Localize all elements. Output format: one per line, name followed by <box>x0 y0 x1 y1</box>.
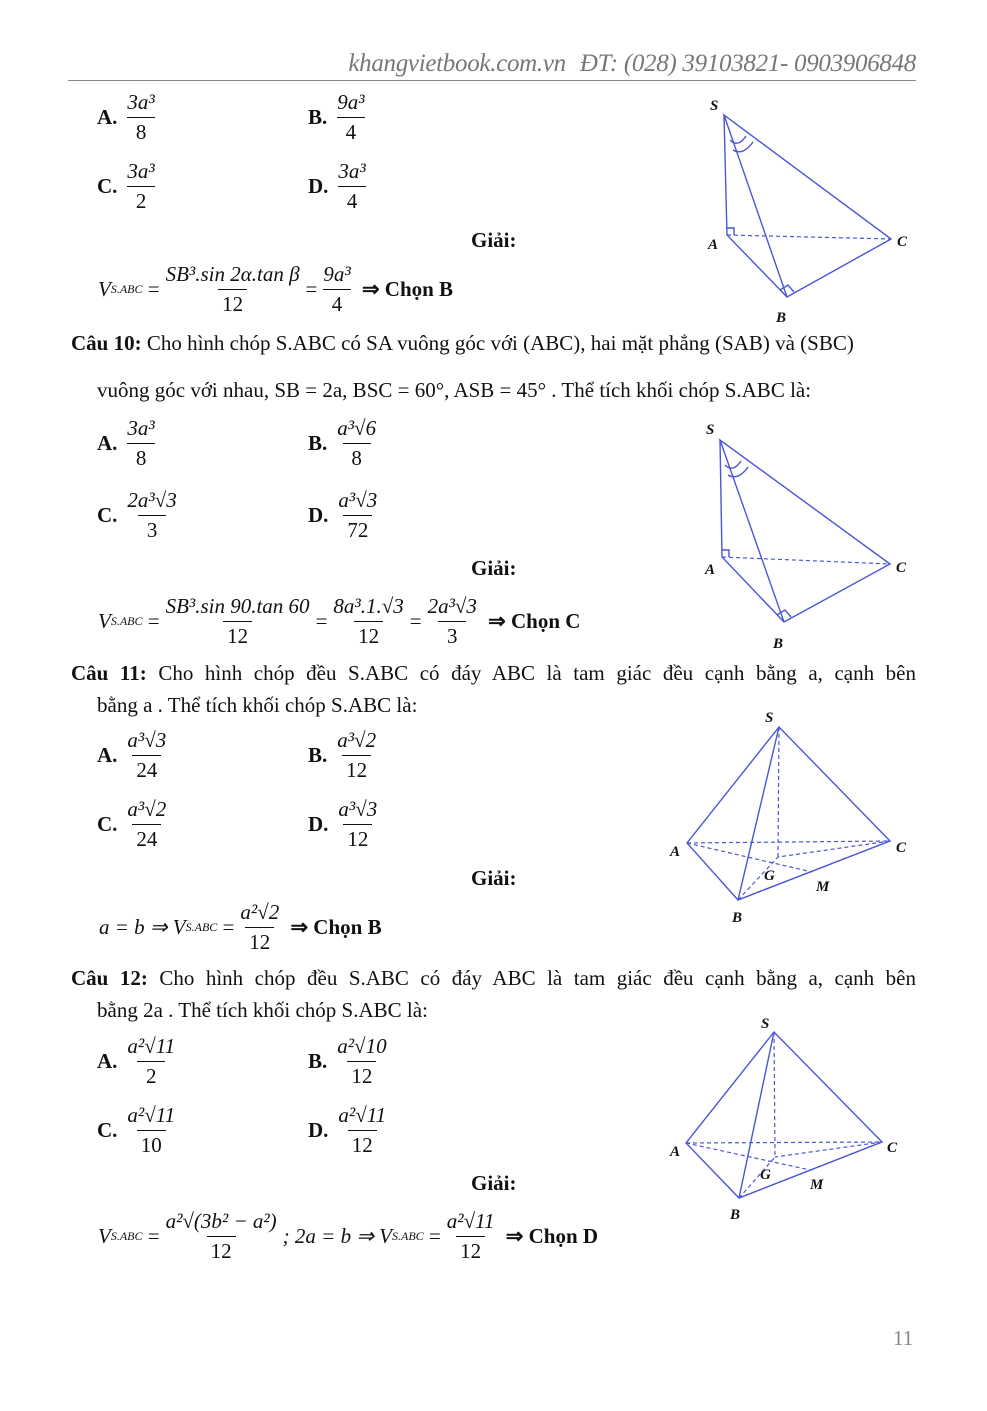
label-g: G <box>760 1167 771 1183</box>
numerator: 8a³.1.√3 <box>333 594 404 618</box>
denominator: 8 <box>127 117 155 145</box>
q9-solution-label: Giải: <box>471 228 517 252</box>
numerator: 3a³ <box>127 159 155 183</box>
q12-line2: bằng 2a . Thể tích khối chóp S.ABC là: <box>97 998 428 1022</box>
denominator: 24 <box>132 755 161 783</box>
denominator: 12 <box>223 621 252 649</box>
q11-solution-label: Giải: <box>471 866 517 890</box>
label-b: B <box>776 310 787 326</box>
numerator: 2a³√3 <box>427 594 477 618</box>
header-site: khangvietbook.com.vn <box>348 50 566 77</box>
numerator: a²√11 <box>127 1034 176 1058</box>
denominator: 24 <box>132 824 161 852</box>
sol-eq: = <box>428 1224 441 1248</box>
denominator: 8 <box>127 443 155 471</box>
numerator: a³√3 <box>338 488 378 512</box>
label-g: G <box>764 868 775 884</box>
sol-mid: ; 2a = b ⇒ V <box>282 1224 393 1248</box>
label-s: S <box>761 1016 770 1032</box>
sol-v: V <box>98 277 111 301</box>
sol-eq: = <box>305 277 318 301</box>
denominator: 3 <box>138 515 166 543</box>
sol-v: V <box>98 609 111 633</box>
q12-text1: Cho hình chóp đều S.ABC có đáy ABC là tam giác đều cạnh bằng a, cạnh bên <box>159 966 916 990</box>
option-letter: A. <box>97 1049 118 1073</box>
label-a: A <box>708 237 719 253</box>
sol-eq: = <box>147 609 160 633</box>
denominator: 2 <box>137 1061 165 1089</box>
numerator: a³√6 <box>337 416 377 440</box>
denominator: 12 <box>218 289 247 317</box>
option-letter: C. <box>97 503 118 527</box>
denominator: 12 <box>342 755 371 783</box>
sol-sub: S.ABC <box>185 920 218 934</box>
figure-regular-pyramid-1 <box>669 710 907 926</box>
denominator: 4 <box>338 186 366 214</box>
denominator: 12 <box>354 621 383 649</box>
denominator: 8 <box>343 443 371 471</box>
denominator: 2 <box>127 186 155 214</box>
sol-sub: S.ABC <box>110 614 143 628</box>
numerator: 2a³√3 <box>127 488 177 512</box>
option-letter: A. <box>97 431 118 455</box>
q10-line2: vuông góc với nhau, SB = 2a, BSC = 60°, ASB = 45° . Thể tích khối chóp S.ABC là: <box>97 378 812 402</box>
denominator: 12 <box>245 927 274 955</box>
numerator: a²√11 <box>446 1209 495 1233</box>
label-m: M <box>810 1177 824 1193</box>
numerator: a³√2 <box>337 728 377 752</box>
sol-sub: S.ABC <box>110 282 143 296</box>
option-letter: C. <box>97 812 118 836</box>
page-number: 11 <box>893 1326 914 1350</box>
numerator: a²√(3b² − a²) <box>165 1209 277 1233</box>
label-s: S <box>706 422 715 438</box>
sol-v: V <box>98 1224 111 1248</box>
numerator: 3a³ <box>338 159 366 183</box>
q12-label: Câu 12: <box>71 966 148 990</box>
q10-text1: Cho hình chóp S.ABC có SA vuông góc với (ABC), hai mặt phẳng (SAB) và (SBC) <box>146 331 854 355</box>
option-letter: C. <box>97 1118 118 1142</box>
denominator: 4 <box>337 117 365 145</box>
denominator: 12 <box>347 1061 376 1089</box>
q10-label: Câu 10: <box>71 331 142 355</box>
option-letter: D. <box>308 503 329 527</box>
label-b: B <box>732 910 743 926</box>
label-a: A <box>670 1144 681 1160</box>
denominator: 10 <box>137 1130 166 1158</box>
sol-result: ⇒ Chọn C <box>488 609 581 633</box>
option-letter: B. <box>308 105 328 129</box>
option-letter: B. <box>308 431 328 455</box>
label-s: S <box>710 98 719 114</box>
q10-solution-label: Giải: <box>471 556 517 580</box>
sol-sub: S.ABC <box>392 1229 424 1243</box>
numerator: 9a³ <box>323 262 351 286</box>
q11-text1: Cho hình chóp đều S.ABC có đáy ABC là tam giác đều cạnh bằng a, cạnh bên <box>158 661 916 685</box>
label-c: C <box>896 560 907 576</box>
denominator: 12 <box>343 824 372 852</box>
numerator: a³√3 <box>338 797 378 821</box>
numerator: SB³.sin 90.tan 60 <box>165 594 310 618</box>
sol-eq: = <box>147 1224 160 1248</box>
numerator: a³√3 <box>127 728 167 752</box>
label-c: C <box>896 840 907 856</box>
option-letter: A. <box>97 743 118 767</box>
q12-solution-label: Giải: <box>471 1171 517 1195</box>
option-letter: C. <box>97 174 118 198</box>
denominator: 72 <box>343 515 372 543</box>
label-a: A <box>705 562 716 578</box>
option-letter: D. <box>308 1118 329 1142</box>
denominator: 12 <box>207 1236 236 1264</box>
header-phone: ĐT: (028) 39103821- 0903906848 <box>579 50 916 77</box>
sol-eq: = <box>147 277 160 301</box>
label-c: C <box>897 234 908 250</box>
sol-sub: S.ABC <box>110 1229 143 1243</box>
option-letter: B. <box>308 1049 328 1073</box>
numerator: a²√10 <box>337 1034 387 1058</box>
option-letter: A. <box>97 105 118 129</box>
sol-result: ⇒ Chọn B <box>290 915 382 939</box>
numerator: 9a³ <box>337 90 365 114</box>
figure-right-pyramid-1 <box>707 98 908 326</box>
figure-right-pyramid-2 <box>704 422 907 652</box>
sol-pre: a = b ⇒ V <box>99 915 186 939</box>
numerator: a²√11 <box>338 1103 387 1127</box>
numerator: a²√11 <box>127 1103 176 1127</box>
label-b: B <box>773 636 784 652</box>
numerator: SB³.sin 2α.tan β <box>165 262 300 286</box>
option-letter: D. <box>308 174 329 198</box>
q11-label: Câu 11: <box>71 661 147 685</box>
label-s: S <box>765 710 774 726</box>
option-letter: D. <box>308 812 329 836</box>
denominator: 12 <box>348 1130 377 1158</box>
denominator: 3 <box>438 621 466 649</box>
sol-eq: = <box>222 915 235 939</box>
denominator: 12 <box>456 1236 485 1264</box>
numerator: a²√2 <box>240 900 280 924</box>
label-m: M <box>816 879 830 895</box>
sol-result: ⇒ Chọn D <box>505 1224 599 1248</box>
label-b: B <box>730 1207 741 1223</box>
label-a: A <box>670 844 681 860</box>
option-letter: B. <box>308 743 328 767</box>
figure-regular-pyramid-2 <box>669 1016 898 1223</box>
denominator: 4 <box>323 289 351 317</box>
q11-line2: bằng a . Thể tích khối chóp S.ABC là: <box>97 693 418 717</box>
numerator: 3a³ <box>127 90 155 114</box>
numerator: 3a³ <box>127 416 155 440</box>
numerator: a³√2 <box>127 797 167 821</box>
sol-result: ⇒ Chọn B <box>361 277 454 301</box>
sol-eq: = <box>409 609 422 633</box>
sol-eq: = <box>315 609 328 633</box>
label-c: C <box>887 1140 898 1156</box>
